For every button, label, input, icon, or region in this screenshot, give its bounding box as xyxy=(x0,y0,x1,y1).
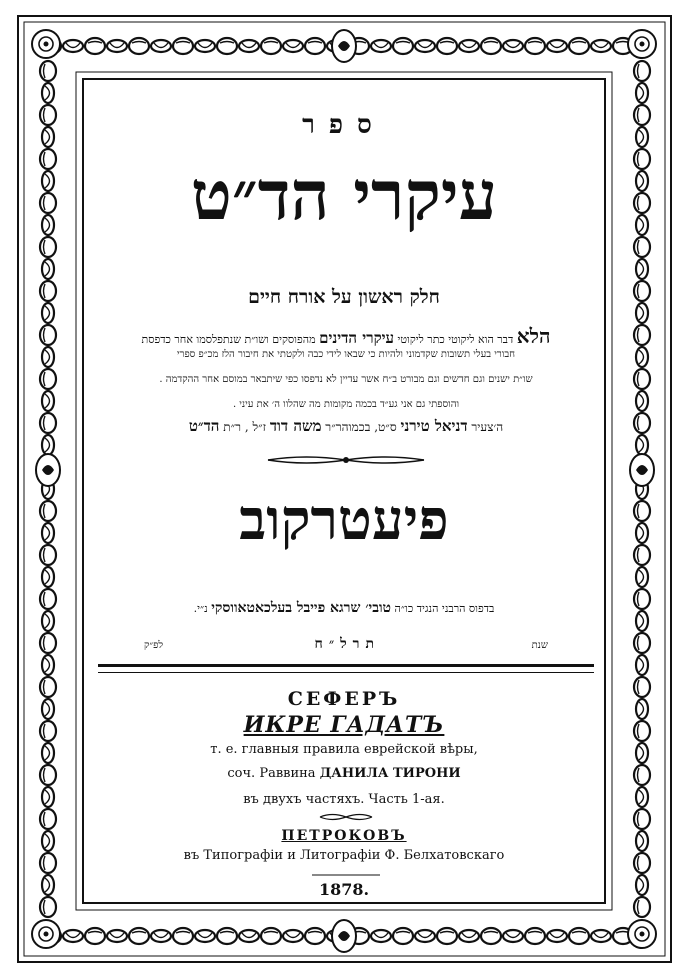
year-word: שנת xyxy=(531,640,548,651)
small-ornament-2 xyxy=(310,872,382,878)
author-acronym: הד״ט xyxy=(188,417,220,435)
ornamental-divider xyxy=(266,452,426,468)
author-line xyxy=(104,419,588,434)
author-prefix-russian: соч. Раввина xyxy=(227,766,316,781)
thick-rule xyxy=(98,664,594,667)
sefer-label: ספר xyxy=(302,110,386,140)
year-abbrev: לפ״ק xyxy=(144,640,164,651)
sefer-russian: СЕФЕРЪ xyxy=(287,688,401,710)
year-hebrew: תרל״ח xyxy=(314,636,381,652)
description-text: דבר הוא ליקוטי כתר ליקוטי xyxy=(397,333,514,346)
printer-name: טובי׳ שרגא פייבל בעלכאטאווסקי xyxy=(211,600,392,616)
author-suffix: ז״ל , ר״ת xyxy=(223,420,266,434)
printer-line xyxy=(84,600,604,617)
year-line xyxy=(144,636,548,653)
printer-lead: בדפוס הרבני הנגיד כו״ה xyxy=(394,602,495,615)
parts-russian: въ двухъ частяхъ. Часть 1-ая. xyxy=(243,792,445,807)
description-lead-word: הלא xyxy=(516,324,551,348)
author-prefix: ה׳צעיר xyxy=(471,420,504,434)
description-line-1 xyxy=(104,326,588,346)
author-name-russian: ДАНИЛА ТИРОНИ xyxy=(319,766,461,781)
press-russian: въ Типографіи и Литографіи Ф. Белхатовскаго xyxy=(183,848,505,863)
description-line-4: והוספתי גם אני גע״ד בכמה מקומות מה שהלוו ה׳ את עיני . xyxy=(232,399,460,410)
part-subtitle: חלק ראשון על אורח חיים xyxy=(248,286,440,308)
thin-rule xyxy=(98,672,594,673)
title-panel xyxy=(82,78,606,904)
author-name: דניאל טירני xyxy=(400,417,468,435)
subtitle-russian: т. е. главныя правила еврейской вѣры, xyxy=(210,742,478,757)
author-mid: ס״ט, בכמוהר״ר xyxy=(325,420,397,434)
year-russian: 1878. xyxy=(318,880,370,899)
description-emphasis: עיקרי הדינים xyxy=(319,329,395,347)
description-tail: מהפוסקים ושו״ת שנתפלסמו אחר כדפסת xyxy=(141,333,316,346)
description-line-3: שו״ת ישנים וגם חדשים וגם מבורט ב״ח אשר עדיין לא נדפסו כפי שיתבאר במוסם אחר ההקדמה . xyxy=(159,374,533,385)
book-title-russian: ИКРЕ ГАДАТЪ xyxy=(243,712,445,738)
description-line-2: חבורי בעלי תשובות שקדמוני ולהיות כי שבאו לידי כבה ולקטתי את חיבור הלז מכ״פ ספרי xyxy=(176,349,516,360)
book-title-hebrew: עיקרי הד״ט xyxy=(190,156,498,236)
author-father: משה דוד xyxy=(269,417,322,435)
author-russian xyxy=(84,766,604,781)
printer-tail: נ״י. xyxy=(193,602,208,615)
city-russian: ПЕТРОКОВЪ xyxy=(281,828,407,844)
city-hebrew: פיעטרקוב xyxy=(239,487,449,553)
small-ornament xyxy=(318,812,374,822)
